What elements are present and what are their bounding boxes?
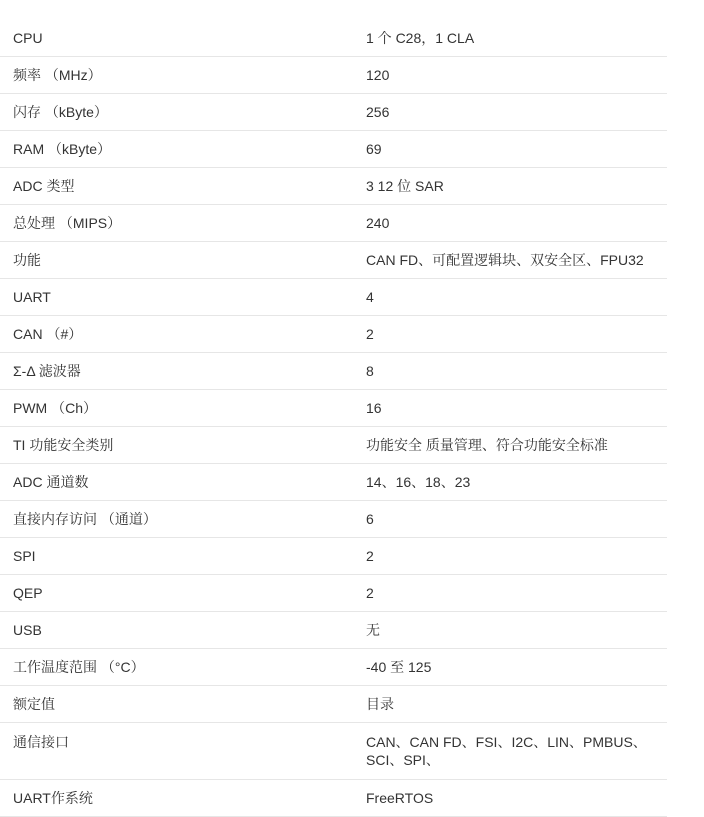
spec-value: FreeRTOS: [353, 780, 667, 817]
table-row: [0, 279, 667, 316]
spec-label: UART作系统: [0, 780, 353, 817]
table-row: [0, 94, 667, 131]
spec-value: 3 12 位 SAR: [353, 168, 667, 205]
spec-table: [0, 20, 667, 817]
table-row: [0, 316, 667, 353]
spec-label: 直接内存访问 （通道）: [0, 501, 353, 538]
spec-label: SPI: [0, 538, 353, 575]
spec-label: 功能: [0, 242, 353, 279]
spec-value: 1 个 C28，1 CLA: [353, 20, 667, 57]
table-row: [0, 242, 667, 279]
spec-label: RAM （kByte）: [0, 131, 353, 168]
table-row: [0, 20, 667, 57]
spec-value: 240: [353, 205, 667, 242]
spec-label: TI 功能安全类别: [0, 427, 353, 464]
spec-label: ADC 类型: [0, 168, 353, 205]
spec-label: 额定值: [0, 686, 353, 723]
table-row: [0, 723, 667, 780]
table-row: [0, 390, 667, 427]
table-row: [0, 780, 667, 817]
spec-label: UART: [0, 279, 353, 316]
spec-value: 14、16、18、23: [353, 464, 667, 501]
table-row: [0, 612, 667, 649]
spec-value: 6: [353, 501, 667, 538]
table-row: [0, 205, 667, 242]
spec-label: ADC 通道数: [0, 464, 353, 501]
spec-value: 120: [353, 57, 667, 94]
spec-label: Σ-Δ 滤波器: [0, 353, 353, 390]
spec-label: 通信接口: [0, 723, 353, 780]
table-row: [0, 353, 667, 390]
spec-label: PWM （Ch）: [0, 390, 353, 427]
spec-value: 256: [353, 94, 667, 131]
table-row: [0, 649, 667, 686]
spec-value: 69: [353, 131, 667, 168]
table-row: [0, 57, 667, 94]
spec-label: 工作温度范围 （°C）: [0, 649, 353, 686]
spec-label: QEP: [0, 575, 353, 612]
spec-label: CPU: [0, 20, 353, 57]
spec-value: CAN FD、可配置逻辑块、双安全区、FPU32: [353, 242, 667, 279]
spec-value: 4: [353, 279, 667, 316]
spec-label: 闪存 （kByte）: [0, 94, 353, 131]
spec-value: 2: [353, 316, 667, 353]
spec-value: 无: [353, 612, 667, 649]
spec-label: 频率 （MHz）: [0, 57, 353, 94]
table-row: [0, 501, 667, 538]
spec-value: 功能安全 质量管理、符合功能安全标准: [353, 427, 667, 464]
table-row: [0, 131, 667, 168]
table-row: [0, 427, 667, 464]
table-row: [0, 575, 667, 612]
spec-value: -40 至 125: [353, 649, 667, 686]
spec-label: CAN （#）: [0, 316, 353, 353]
table-row: [0, 538, 667, 575]
spec-label: USB: [0, 612, 353, 649]
spec-value: 8: [353, 353, 667, 390]
spec-value: 2: [353, 538, 667, 575]
spec-label: 总处理 （MIPS）: [0, 205, 353, 242]
table-row: [0, 686, 667, 723]
spec-value: 16: [353, 390, 667, 427]
table-row: [0, 464, 667, 501]
spec-value: 2: [353, 575, 667, 612]
spec-value: 目录: [353, 686, 667, 723]
spec-value: CAN、CAN FD、FSI、I2C、LIN、PMBUS、SCI、SPI、: [353, 723, 667, 780]
table-row: [0, 168, 667, 205]
